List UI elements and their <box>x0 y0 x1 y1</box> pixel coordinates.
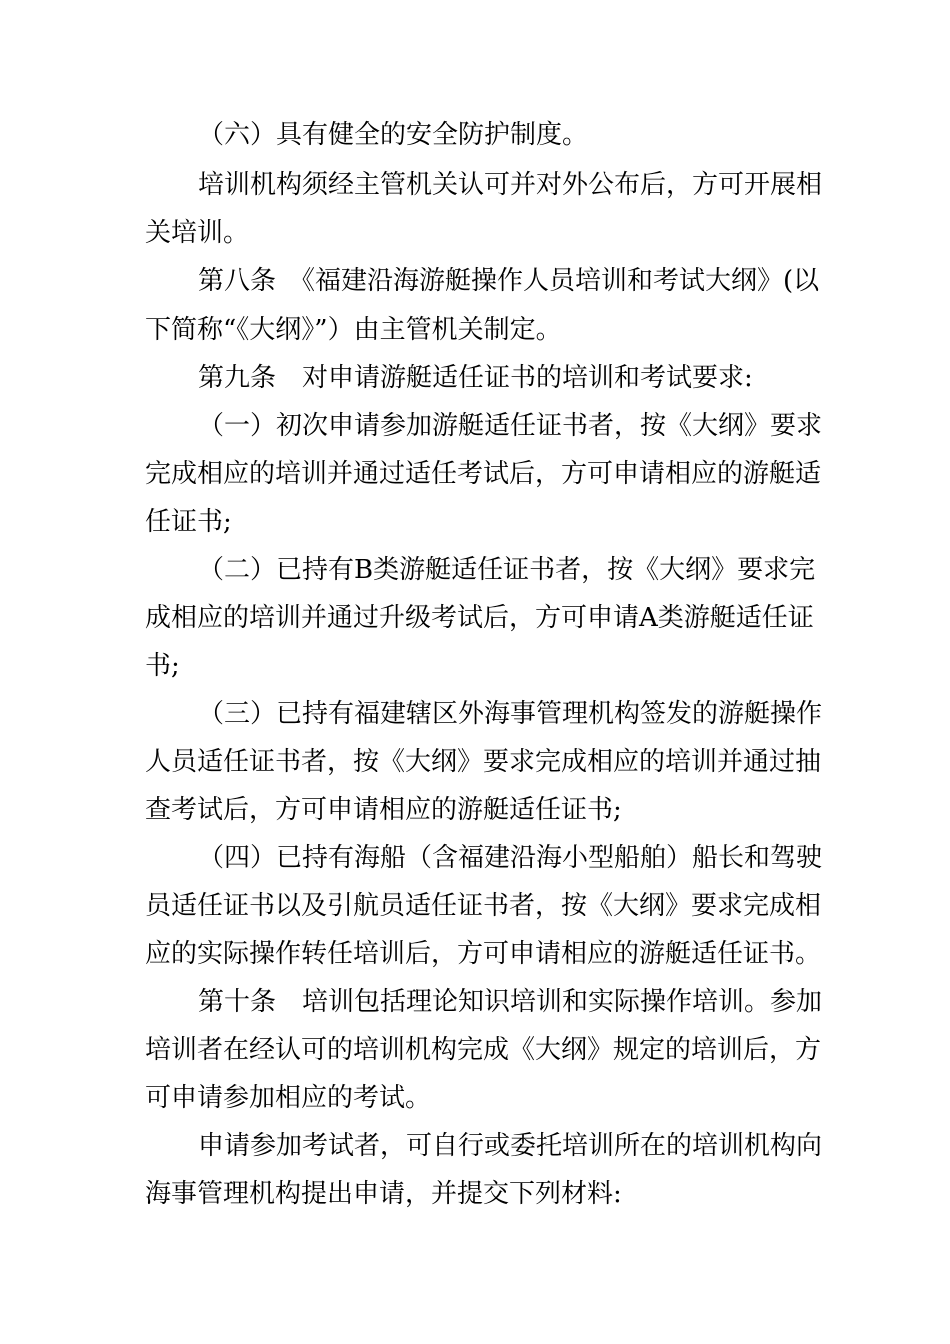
text-line: （三）已持有福建辖区外海事管理机构签发的游艇操作 <box>198 699 823 729</box>
text-line: 成相应的培训并通过升级考试后，方可申请A类游艇适任证 <box>145 603 814 633</box>
text-line: 海事管理机构提出申请，并提交下列材料: <box>145 1179 622 1209</box>
text-line: 第九条 对申请游艇适任证书的培训和考试要求: <box>198 363 753 393</box>
text-line: 任证书; <box>145 507 232 537</box>
text-line: （二）已持有B类游艇适任证书者，按《大纲》要求完 <box>198 555 816 585</box>
text-line: （六）具有健全的安全防护制度。 <box>198 120 589 150</box>
text-line: 人员适任证书者，按《大纲》要求完成相应的培训并通过抽 <box>145 747 822 777</box>
text-line: 查考试后，方可申请相应的游艇适任证书; <box>145 795 622 825</box>
text-line: 第十条 培训包括理论知识培训和实际操作培训。参加 <box>198 987 823 1017</box>
text-line: 关培训。 <box>145 218 250 248</box>
text-line: 应的实际操作转任培训后，方可申请相应的游艇适任证书。 <box>145 939 822 969</box>
text-line: 培训机构须经主管机关认可并对外公布后，方可开展相 <box>198 170 823 200</box>
text-line: 下简称“《大纲》”）由主管机关制定。 <box>145 315 562 345</box>
text-line: 完成相应的培训并通过适任考试后，方可申请相应的游艇适 <box>145 459 822 489</box>
text-line: 员适任证书以及引航员适任证书者，按《大纲》要求完成相 <box>145 891 822 921</box>
text-line: 可申请参加相应的考试。 <box>145 1083 432 1113</box>
text-line: 书; <box>145 651 180 681</box>
text-line: 申请参加考试者，可自行或委托培训所在的培训机构向 <box>198 1131 823 1161</box>
text-line: 培训者在经认可的培训机构完成《大纲》规定的培训后，方 <box>145 1035 822 1065</box>
text-line: （一）初次申请参加游艇适任证书者，按《大纲》要求 <box>198 411 823 441</box>
text-line: （四）已持有海船（含福建沿海小型船舶）船长和驾驶 <box>198 843 823 873</box>
text-line: 第八条 《福建沿海游艇操作人员培训和考试大纲》(以 <box>198 266 820 296</box>
